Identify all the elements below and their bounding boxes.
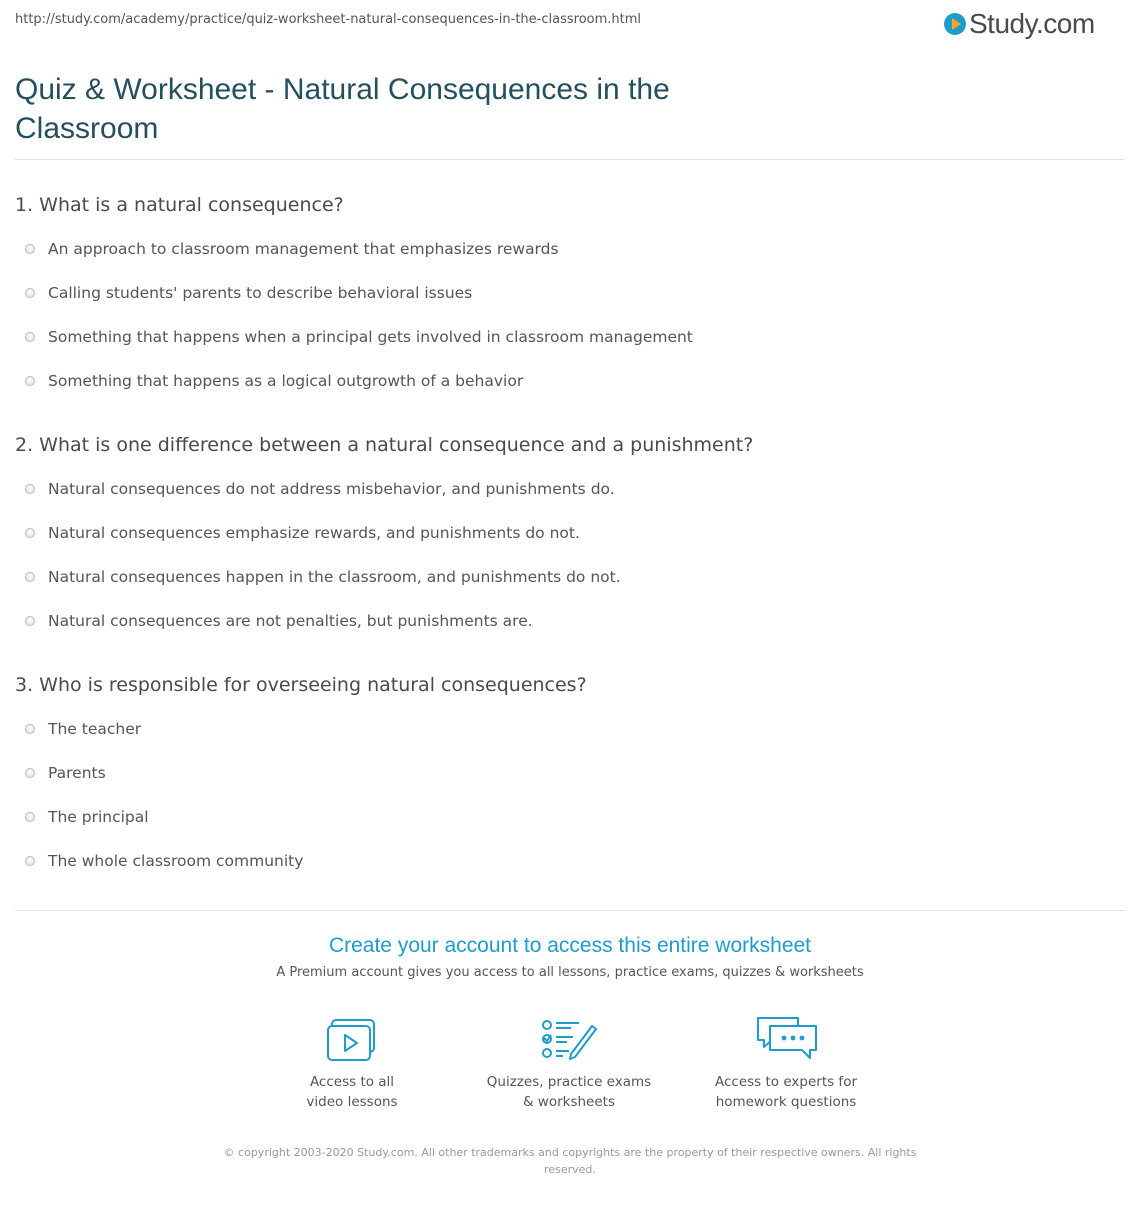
radio-button[interactable]: [25, 376, 35, 386]
feature-label-line1: Quizzes, practice exams: [486, 1074, 652, 1090]
radio-button[interactable]: [25, 332, 35, 342]
radio-button[interactable]: [25, 484, 35, 494]
title-divider: [15, 159, 1125, 160]
question-text: 2. What is one difference between a natural consequence and a punishment?: [15, 434, 754, 456]
cta-title-link[interactable]: Create your account to access this entire worksheet: [328, 934, 812, 957]
radio-button[interactable]: [25, 856, 35, 866]
question-3: [15, 674, 587, 870]
answer-label: Something that happens when a principal gets involved in classroom management: [48, 328, 693, 346]
answer-label: The teacher: [48, 720, 142, 738]
answer-option[interactable]: [25, 808, 149, 826]
answer-option[interactable]: [25, 764, 106, 782]
cta-subtitle: A Premium account gives you access to all lessons, practice exams, quizzes & worksheets: [276, 965, 864, 980]
answer-option[interactable]: [25, 612, 533, 630]
answer-label: The principal: [48, 808, 149, 826]
copyright-footer: © copyright 2003-2020 Study.com. All other trademarks and copyrights are the property of their respective owners. All rights reserved.: [223, 1146, 917, 1176]
answer-option[interactable]: [25, 480, 615, 498]
radio-button[interactable]: [25, 616, 35, 626]
feature-experts: [686, 1016, 886, 1112]
answer-option[interactable]: [25, 372, 523, 390]
study-logo[interactable]: [944, 8, 1095, 40]
page-url: http://study.com/academy/practice/quiz-worksheet-natural-consequences-in-the-classroom.html: [15, 12, 642, 27]
answer-label: The whole classroom community: [48, 852, 304, 870]
answer-option[interactable]: [25, 720, 141, 738]
answer-label: Calling students' parents to describe behavioral issues: [48, 284, 473, 302]
answer-option[interactable]: [25, 524, 580, 542]
radio-button[interactable]: [25, 812, 35, 822]
feature-quizzes: [469, 1018, 669, 1112]
answer-label: An approach to classroom management that emphasizes rewards: [48, 240, 559, 258]
radio-button[interactable]: [25, 724, 35, 734]
answer-label: Something that happens as a logical outgrowth of a behavior: [48, 372, 524, 390]
feature-label-line2: homework questions: [715, 1094, 857, 1110]
play-circle-icon: [944, 13, 966, 35]
radio-button[interactable]: [25, 768, 35, 778]
feature-label-line2: & worksheets: [522, 1094, 615, 1110]
answer-option[interactable]: [25, 852, 303, 870]
answer-label: Parents: [48, 764, 106, 782]
answer-label: Natural consequences emphasize rewards, and punishments do not.: [48, 524, 580, 542]
chat-bubbles-icon: [754, 1016, 818, 1062]
question-text: 1. What is a natural consequence?: [15, 194, 344, 216]
cta-divider: [15, 910, 1125, 911]
feature-label-line1: Access to experts for: [714, 1074, 857, 1090]
radio-button[interactable]: [25, 244, 35, 254]
answer-option[interactable]: [25, 240, 559, 258]
answer-label: Natural consequences happen in the classroom, and punishments do not.: [48, 568, 621, 586]
radio-button[interactable]: [25, 528, 35, 538]
feature-label-line2: video lessons: [306, 1094, 398, 1110]
question-text: 3. Who is responsible for overseeing natural consequences?: [15, 674, 587, 696]
feature-label-line1: Access to all: [309, 1074, 395, 1090]
answer-option[interactable]: [25, 284, 472, 302]
question-2: [15, 434, 754, 630]
logo-text: Study.com: [969, 8, 1095, 39]
page-title: Quiz & Worksheet - Natural Consequences in the Classroom: [15, 73, 670, 145]
answer-label: Natural consequences are not penalties, but punishments are.: [48, 612, 533, 630]
feature-video-lessons: [252, 1018, 452, 1112]
radio-button[interactable]: [25, 572, 35, 582]
answer-label: Natural consequences do not address misbehavior, and punishments do.: [48, 480, 615, 498]
answer-option[interactable]: [25, 328, 693, 346]
quiz-checklist-icon: [541, 1018, 597, 1062]
question-1: [15, 194, 693, 390]
video-lessons-icon: [326, 1018, 378, 1062]
radio-button[interactable]: [25, 288, 35, 298]
answer-option[interactable]: [25, 568, 621, 586]
